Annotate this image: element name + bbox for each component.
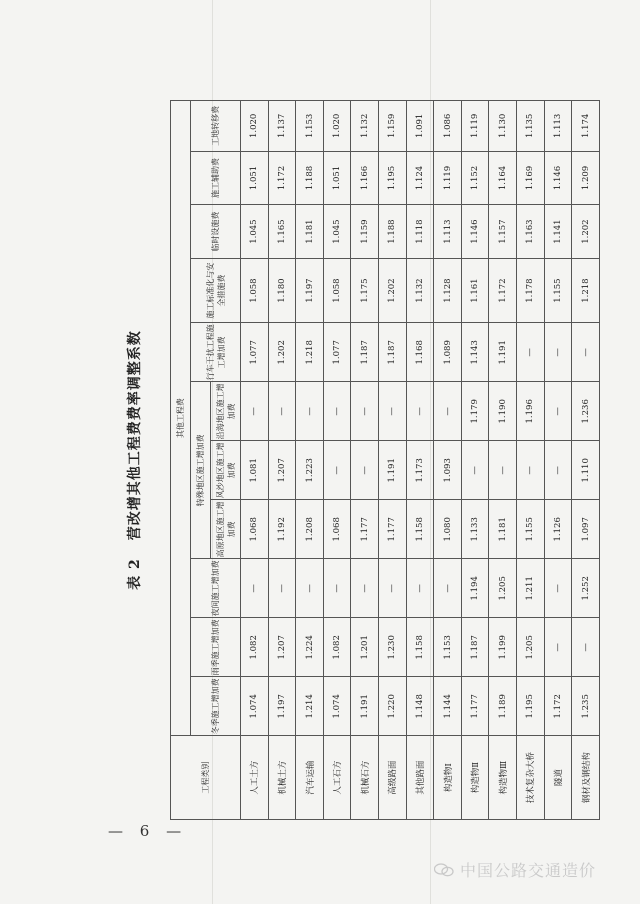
header-rainy: 雨季施工增加费 xyxy=(191,618,241,677)
coefficient-cell: 1.178 xyxy=(517,258,545,322)
coefficient-cell: 1.165 xyxy=(268,205,296,259)
header-plateau: 高原地区施工增加费 xyxy=(211,500,241,559)
coefficient-cell: 1.196 xyxy=(517,382,545,441)
coefficient-cell: 1.158 xyxy=(406,618,434,677)
coefficient-cell: 1.191 xyxy=(379,441,407,500)
coefficient-cell: — xyxy=(572,618,600,677)
table-row xyxy=(572,101,600,820)
coefficient-cell: 1.146 xyxy=(461,205,489,259)
coefficient-cell: 1.086 xyxy=(434,101,462,152)
coefficient-cell: 1.081 xyxy=(241,441,269,500)
coefficient-cell: 1.191 xyxy=(489,323,517,382)
coefficient-cell: 1.188 xyxy=(296,151,324,205)
coefficient-cell: — xyxy=(323,441,351,500)
watermark-text: 中国公路交通造价 xyxy=(460,861,597,880)
coefficient-cell: — xyxy=(351,559,379,618)
header-standardization: 施工标准化与安全措施费 xyxy=(191,258,241,322)
coefficient-cell: 1.180 xyxy=(268,258,296,322)
coefficient-cell: — xyxy=(379,382,407,441)
coefficient-cell: — xyxy=(434,382,462,441)
coefficient-cell: 1.207 xyxy=(268,441,296,500)
header-night: 夜间施工增加费 xyxy=(191,559,241,618)
coefficient-cell: 1.173 xyxy=(406,441,434,500)
coefficient-cell: 1.148 xyxy=(406,677,434,736)
coefficient-cell: 1.080 xyxy=(434,500,462,559)
coefficient-cell: 1.177 xyxy=(379,500,407,559)
coefficient-cell: 1.201 xyxy=(351,618,379,677)
coefficient-cell: 1.179 xyxy=(461,382,489,441)
coefficient-cell: 1.068 xyxy=(323,500,351,559)
row-label: 构造物Ⅱ xyxy=(461,736,489,820)
coefficient-cell: 1.197 xyxy=(268,677,296,736)
coefficient-cell: 1.192 xyxy=(268,500,296,559)
row-label: 技术复杂大桥 xyxy=(517,736,545,820)
coefficient-cell: 1.141 xyxy=(544,205,572,259)
table-row xyxy=(268,101,296,820)
coefficient-cell: — xyxy=(434,559,462,618)
coefficient-cell: 1.157 xyxy=(489,205,517,259)
rotated-table-block xyxy=(127,100,600,820)
table-row xyxy=(379,101,407,820)
coefficient-cell: 1.130 xyxy=(489,101,517,152)
coefficient-cell: 1.236 xyxy=(572,382,600,441)
header-special-region: 特殊地区施工增加费 xyxy=(191,382,211,559)
coefficient-cell: — xyxy=(323,382,351,441)
table-title xyxy=(124,100,144,820)
table-caption: 营改增其他工程费费率调整系数 xyxy=(127,330,143,541)
coefficient-cell: 1.174 xyxy=(572,101,600,152)
coefficient-cell: 1.091 xyxy=(406,101,434,152)
coefficient-cell: 1.187 xyxy=(351,323,379,382)
row-label: 高级路面 xyxy=(379,736,407,820)
coefficient-cell: 1.137 xyxy=(268,101,296,152)
coefficient-cell: — xyxy=(379,559,407,618)
coefficient-cell: 1.153 xyxy=(296,101,324,152)
coefficient-cell: 1.113 xyxy=(434,205,462,259)
coefficient-cell: 1.119 xyxy=(434,151,462,205)
table-row xyxy=(544,101,572,820)
coefficient-cell: 1.124 xyxy=(406,151,434,205)
page-number: — 6 — xyxy=(108,822,188,840)
row-label: 构造物Ⅰ xyxy=(434,736,462,820)
coefficient-cell: 1.168 xyxy=(406,323,434,382)
row-label: 机械土方 xyxy=(268,736,296,820)
coefficient-cell: 1.158 xyxy=(406,500,434,559)
coefficient-cell: 1.020 xyxy=(323,101,351,152)
coefficient-cell: 1.077 xyxy=(241,323,269,382)
coefficient-cell: 1.224 xyxy=(296,618,324,677)
header-sandstorm: 风沙地区施工增加费 xyxy=(211,441,241,500)
row-label: 其他路面 xyxy=(406,736,434,820)
coefficient-cell: 1.119 xyxy=(461,101,489,152)
row-label: 隧道 xyxy=(544,736,572,820)
coefficient-cell: — xyxy=(268,382,296,441)
coefficient-cell: — xyxy=(461,441,489,500)
coefficient-cell: 1.211 xyxy=(517,559,545,618)
row-label: 汽车运输 xyxy=(296,736,324,820)
coefficient-cell: — xyxy=(351,382,379,441)
coefficient-cell: — xyxy=(296,559,324,618)
table-row xyxy=(323,101,351,820)
coefficient-cell: 1.214 xyxy=(296,677,324,736)
coefficient-cell: 1.146 xyxy=(544,151,572,205)
coefficient-cell: — xyxy=(544,441,572,500)
coefficient-cell: 1.143 xyxy=(461,323,489,382)
table-row xyxy=(351,101,379,820)
table-row xyxy=(461,101,489,820)
coefficient-cell: — xyxy=(489,441,517,500)
coefficient-cell: — xyxy=(296,382,324,441)
coefficient-cell: — xyxy=(544,382,572,441)
coefficient-cell: 1.045 xyxy=(323,205,351,259)
coefficient-cell: 1.188 xyxy=(379,205,407,259)
coefficient-cell: 1.205 xyxy=(517,618,545,677)
coefficient-cell: 1.191 xyxy=(351,677,379,736)
coefficient-cell: 1.166 xyxy=(351,151,379,205)
coefficient-cell: 1.172 xyxy=(268,151,296,205)
coefficient-cell: 1.172 xyxy=(544,677,572,736)
coefficient-cell: 1.144 xyxy=(434,677,462,736)
coefficient-cell: 1.230 xyxy=(379,618,407,677)
coefficient-cell: 1.161 xyxy=(461,258,489,322)
coefficient-cell: 1.218 xyxy=(296,323,324,382)
table-row xyxy=(406,101,434,820)
coefficient-cell: 1.082 xyxy=(241,618,269,677)
coefficient-cell: 1.181 xyxy=(296,205,324,259)
header-other-costs: 其他工程费 xyxy=(171,101,191,736)
coefficient-cell: 1.190 xyxy=(489,382,517,441)
table-row xyxy=(434,101,462,820)
coefficient-cell: 1.202 xyxy=(572,205,600,259)
coefficient-cell: 1.194 xyxy=(461,559,489,618)
coefficient-cell: 1.133 xyxy=(461,500,489,559)
table-row xyxy=(241,101,269,820)
coefficient-cell: 1.058 xyxy=(323,258,351,322)
coefficient-cell: 1.045 xyxy=(241,205,269,259)
coefficient-cell: 1.235 xyxy=(572,677,600,736)
coefficient-cell: 1.175 xyxy=(351,258,379,322)
coefficient-cell: 1.187 xyxy=(461,618,489,677)
coefficient-cell: 1.118 xyxy=(406,205,434,259)
coefficient-cell: 1.153 xyxy=(434,618,462,677)
coefficient-cell: 1.177 xyxy=(461,677,489,736)
coefficient-cell: 1.199 xyxy=(489,618,517,677)
header-traffic-interference: 行车干扰工程施工增加费 xyxy=(191,323,241,382)
coefficient-cell: — xyxy=(323,559,351,618)
coefficient-cell: 1.082 xyxy=(323,618,351,677)
wechat-icon xyxy=(434,863,454,877)
coefficient-cell: 1.159 xyxy=(379,101,407,152)
coefficient-cell: 1.197 xyxy=(296,258,324,322)
coefficient-cell: 1.252 xyxy=(572,559,600,618)
coefficient-cell: — xyxy=(351,441,379,500)
coefficient-cell: 1.195 xyxy=(379,151,407,205)
table-row xyxy=(517,101,545,820)
coefficient-cell: 1.195 xyxy=(517,677,545,736)
header-winter: 冬季施工增加费 xyxy=(191,677,241,736)
table-body xyxy=(241,101,600,820)
header-temporary-facilities: 临时设施费 xyxy=(191,205,241,259)
row-label: 人工石方 xyxy=(323,736,351,820)
coefficient-cell: 1.093 xyxy=(434,441,462,500)
coefficient-cell: 1.132 xyxy=(406,258,434,322)
coefficient-cell: 1.152 xyxy=(461,151,489,205)
coefficient-cell: 1.177 xyxy=(351,500,379,559)
coefficient-cell: 1.163 xyxy=(517,205,545,259)
row-label: 构造物Ⅲ xyxy=(489,736,517,820)
coefficient-cell: 1.181 xyxy=(489,500,517,559)
coefficient-cell: 1.074 xyxy=(241,677,269,736)
coefficient-cell: — xyxy=(517,323,545,382)
coefficient-cell: 1.189 xyxy=(489,677,517,736)
coefficient-cell: 1.207 xyxy=(268,618,296,677)
row-label: 机械石方 xyxy=(351,736,379,820)
coefficient-cell: 1.159 xyxy=(351,205,379,259)
coefficient-cell: — xyxy=(544,323,572,382)
coefficient-cell: 1.202 xyxy=(268,323,296,382)
coefficient-cell: 1.089 xyxy=(434,323,462,382)
coefficient-cell: 1.126 xyxy=(544,500,572,559)
header-project-type: 工程类别 xyxy=(171,736,241,820)
coefficient-cell: 1.220 xyxy=(379,677,407,736)
coefficient-cell: 1.169 xyxy=(517,151,545,205)
watermark xyxy=(434,858,596,881)
table-row xyxy=(296,101,324,820)
coefficient-cell: 1.077 xyxy=(323,323,351,382)
coefficient-table xyxy=(170,100,600,820)
coefficient-cell: 1.110 xyxy=(572,441,600,500)
coefficient-cell: 1.132 xyxy=(351,101,379,152)
coefficient-cell: 1.135 xyxy=(517,101,545,152)
coefficient-cell: 1.155 xyxy=(544,258,572,322)
coefficient-cell: 1.187 xyxy=(379,323,407,382)
table-row xyxy=(489,101,517,820)
coefficient-cell: 1.020 xyxy=(241,101,269,152)
coefficient-cell: 1.058 xyxy=(241,258,269,322)
coefficient-cell: 1.202 xyxy=(379,258,407,322)
coefficient-cell: — xyxy=(406,382,434,441)
coefficient-cell: — xyxy=(572,323,600,382)
coefficient-cell: 1.113 xyxy=(544,101,572,152)
coefficient-cell: 1.051 xyxy=(241,151,269,205)
coefficient-cell: 1.209 xyxy=(572,151,600,205)
coefficient-cell: — xyxy=(241,559,269,618)
coefficient-cell: — xyxy=(406,559,434,618)
coefficient-cell: 1.218 xyxy=(572,258,600,322)
coefficient-cell: — xyxy=(517,441,545,500)
coefficient-cell: 1.097 xyxy=(572,500,600,559)
coefficient-cell: 1.205 xyxy=(489,559,517,618)
coefficient-cell: — xyxy=(544,559,572,618)
table-number: 表 2 xyxy=(127,558,143,590)
header-coastal: 沿海地区施工增加费 xyxy=(211,382,241,441)
coefficient-cell: 1.164 xyxy=(489,151,517,205)
coefficient-cell: 1.172 xyxy=(489,258,517,322)
coefficient-cell: 1.068 xyxy=(241,500,269,559)
header-site-transfer: 工地转移费 xyxy=(191,101,241,152)
row-label: 人工土方 xyxy=(241,736,269,820)
header-construction-aid: 施工辅助费 xyxy=(191,151,241,205)
row-label: 钢材及钢结构 xyxy=(572,736,600,820)
coefficient-cell: — xyxy=(544,618,572,677)
coefficient-cell: 1.223 xyxy=(296,441,324,500)
coefficient-cell: 1.051 xyxy=(323,151,351,205)
coefficient-cell: 1.208 xyxy=(296,500,324,559)
coefficient-cell: — xyxy=(268,559,296,618)
coefficient-cell: 1.074 xyxy=(323,677,351,736)
coefficient-cell: 1.128 xyxy=(434,258,462,322)
coefficient-cell: — xyxy=(241,382,269,441)
coefficient-cell: 1.155 xyxy=(517,500,545,559)
